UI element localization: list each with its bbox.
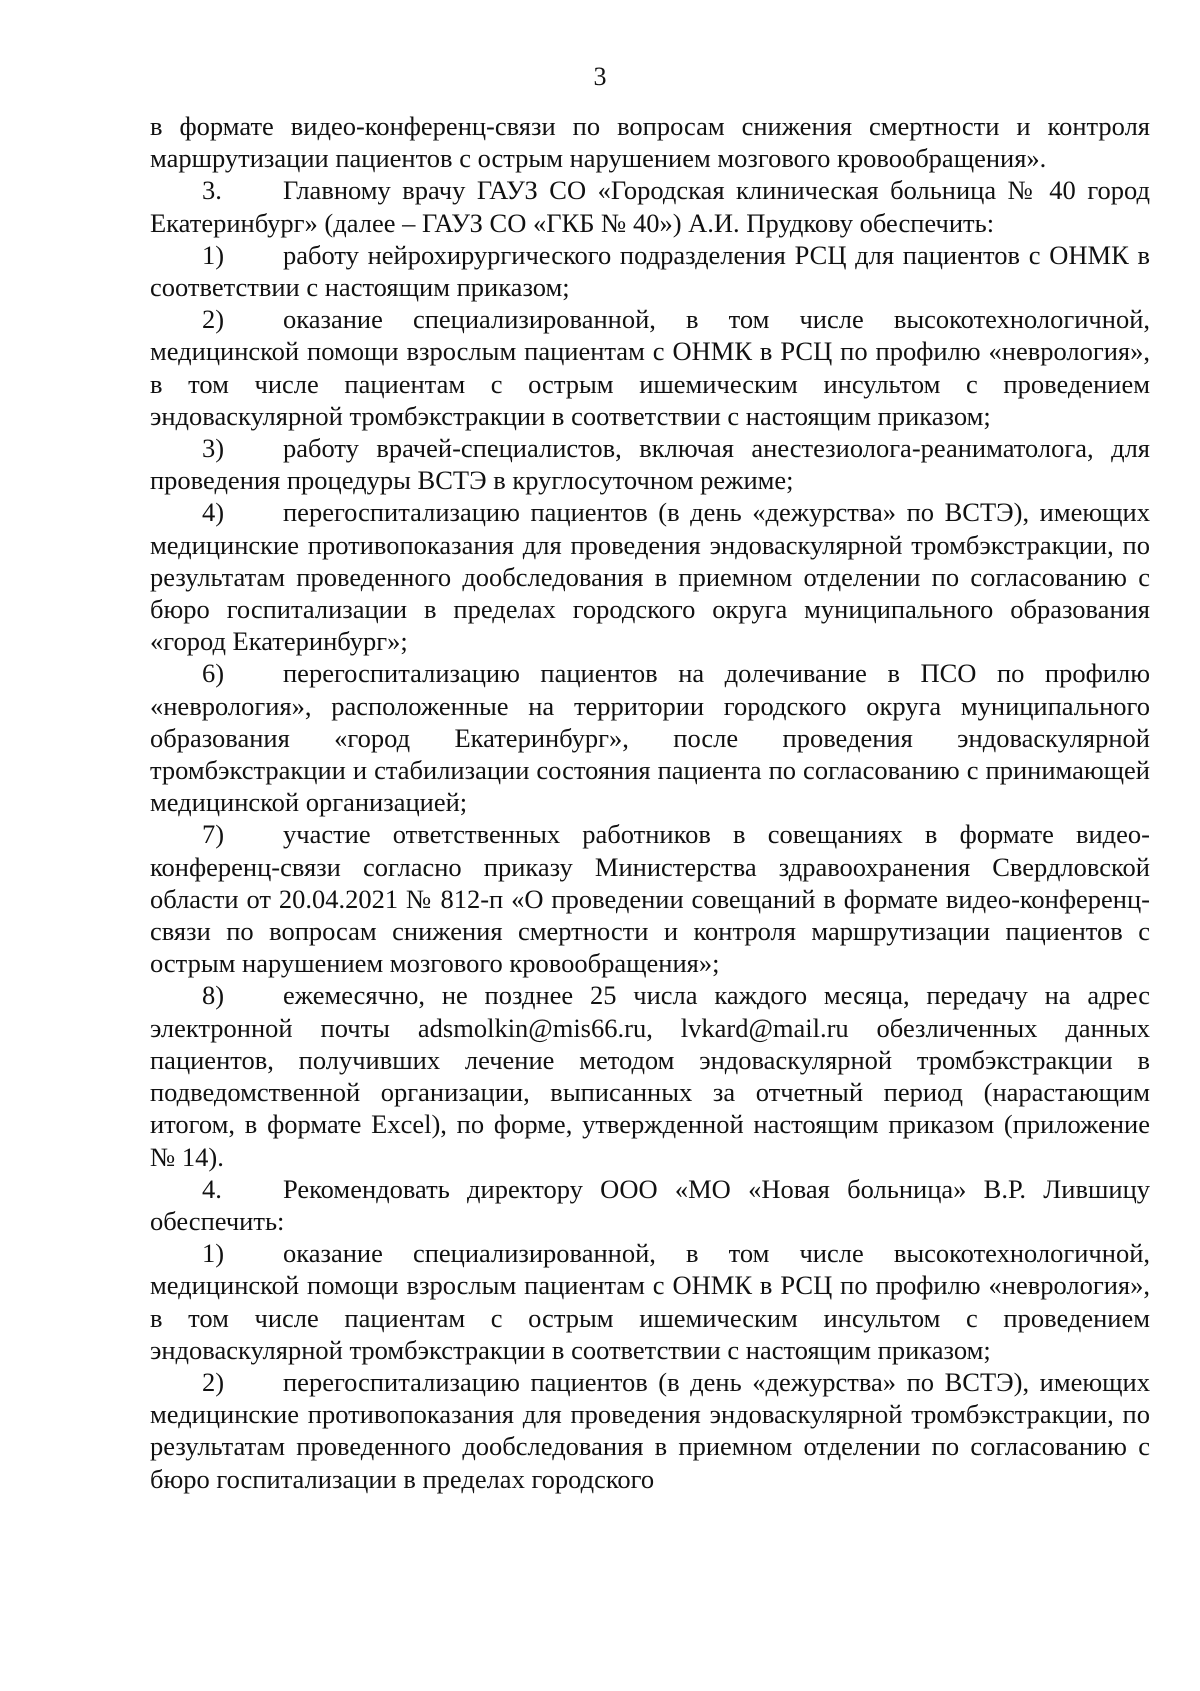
document-body: [150, 110, 1150, 1495]
item-marker: 2): [202, 1366, 225, 1397]
item-marker: 2): [202, 304, 225, 335]
paragraph-text: оказание специализированной, в том числе высокотехнологичной, медицинской помощи взрослым пациентам с ОНМК в РСЦ по профилю «неврология», в том числе пациентам с острым ишемическим инсультом с проведением эндоваскулярной тромбэкстракции в соответствии с настоящим приказом;: [150, 304, 1150, 431]
paragraph-subitem-7: [150, 818, 1150, 979]
paragraph-text: Главному врачу ГАУЗ СО «Городская клиническая больница № 40 город Екатеринбург» (далее – ГАУЗ СО «ГКБ № 40») А.И. Прудкову обеспечить:: [150, 175, 1150, 238]
paragraph-subitem-4: [150, 496, 1150, 657]
paragraph-text: участие ответственных работников в совещаниях в формате видео-конференц-связи согласно приказу Министерства здравоохранения Свердловской области от 20.04.2021 № 812-п «О проведении совещаний в формате видео-конференц-связи по вопросам снижения смертности и контроля маршрутизации пациентов с острым нарушением мозгового кровообращения»;: [150, 819, 1150, 979]
paragraph-text: перегоспитализацию пациентов (в день «дежурства» по ВСТЭ), имеющих медицинские противопоказания для проведения эндоваскулярной тромбэкстракции, по результатам проведенного дообследования в приемном отделении по согласованию с бюро госпитализации в пределах городского: [150, 1366, 1150, 1494]
paragraph-text: оказание специализированной, в том числе высокотехнологичной, медицинской помощи взрослым пациентам с ОНМК в РСЦ по профилю «неврология», в том числе пациентам с острым ишемическим инсультом с проведением эндоваскулярной тромбэкстракции в соответствии с настоящим приказом;: [150, 1238, 1150, 1365]
paragraph-subitem-8: [150, 979, 1150, 1172]
item-marker: 3): [202, 433, 225, 464]
paragraph-subitem-2: [150, 1366, 1150, 1495]
item-marker: 4.: [202, 1173, 222, 1204]
page-number: 3: [593, 62, 607, 91]
paragraph-item-3: [150, 174, 1150, 238]
paragraph-text: работу врачей-специалистов, включая анестезиолога-реаниматолога, для проведения процедуры ВСТЭ в круглосуточном режиме;: [150, 433, 1150, 496]
paragraph-subitem-6: [150, 657, 1150, 818]
item-marker: 3.: [202, 175, 222, 206]
item-marker: 1): [202, 1238, 225, 1269]
paragraph-text: перегоспитализацию пациентов (в день «дежурства» по ВСТЭ), имеющих медицинские противопоказания для проведения эндоваскулярной тромбэкстракции, по результатам проведенного дообследования в приемном отделении по согласованию с бюро госпитализации в пределах городского округа муниципального образования «город Екатеринбург»;: [150, 497, 1150, 657]
paragraph-subitem-2: [150, 303, 1150, 432]
paragraph-subitem-3: [150, 432, 1150, 496]
paragraph-text: ежемесячно, не позднее 25 числа каждого месяца, передачу на адрес электронной почты adsmolkin@mis66.ru, lvkard@mail.ru обезличенных данных пациентов, получивших лечение методом эндоваскулярной тромбэкстракции в подведомственной организации, выписанных за отчетный период (нарастающим итогом, в формате Excel), по форме, утвержденной настоящим приказом (приложение № 14).: [150, 980, 1150, 1172]
paragraph-subitem-1: [150, 1237, 1150, 1366]
paragraph-text: перегоспитализацию пациентов на долечивание в ПСО по профилю «неврология», расположенные на территории городского округа муниципального образования «город Екатеринбург», после проведения эндоваскулярной тромбэкстракции и стабилизации состояния пациента по согласованию с принимающей медицинской организацией;: [150, 658, 1150, 818]
paragraph-text: работу нейрохирургического подразделения РСЦ для пациентов с ОНМК в соответствии с настоящим приказом;: [150, 239, 1150, 303]
item-marker: 7): [202, 819, 225, 850]
paragraph-subitem-1: [150, 239, 1150, 303]
item-marker: 4): [202, 497, 225, 528]
item-marker: 6): [202, 658, 225, 689]
paragraph-text: Рекомендовать директору ООО «МО «Новая больница» В.Р. Лившицу обеспечить:: [150, 1173, 1150, 1236]
item-marker: 8): [202, 980, 225, 1011]
paragraph-text: в формате видео-конференц-связи по вопросам снижения смертности и контроля маршрутизации пациентов с острым нарушением мозгового кровообращения».: [150, 111, 1150, 174]
item-marker: 1): [202, 239, 225, 270]
paragraph-item-4: [150, 1173, 1150, 1237]
paragraph-continuation: [150, 110, 1150, 174]
